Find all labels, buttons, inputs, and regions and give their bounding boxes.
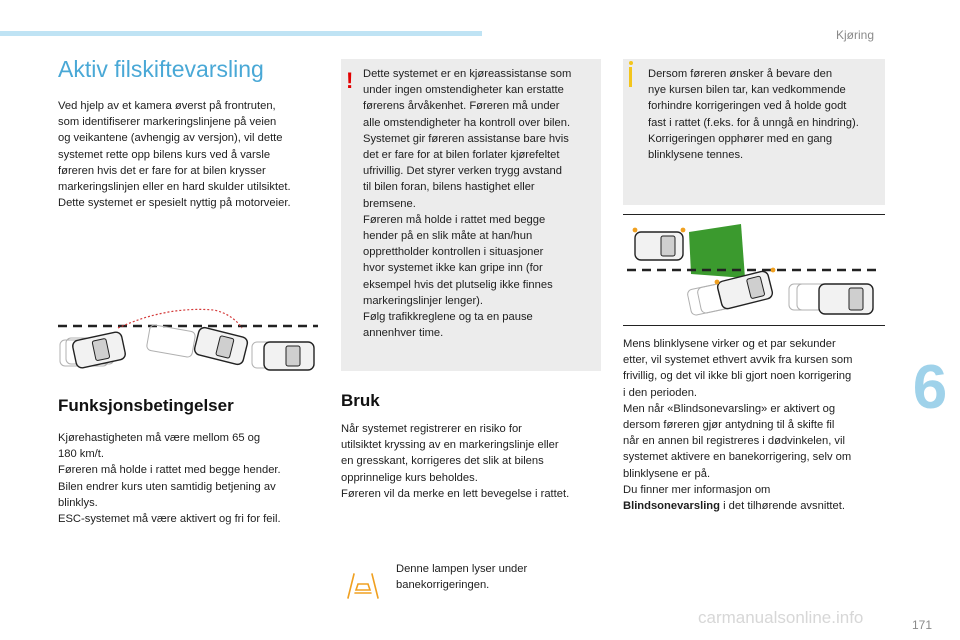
info-text: Dersom føreren ønsker å bevare den nye kursen bilen tar, kan vedkommende forhindre korrigeringen ved å holde godt fast i rattet (f.eks. for å unngå en hindring). Korrigeringen opphører med en gang blinklysene tennes.: [648, 68, 859, 162]
usage-heading: Bruk: [341, 391, 380, 410]
intro-text: Ved hjelp av et kamera øverst på frontruten, som identifiserer markeringslinjene på veien og veikantene (avhengig av versjon), vil dette systemet rette opp bilens kurs ved å varsle føreren hvis det er fare for at bilen krysser markeringslinjen eller en hard skulder utilsiktet. Dette systemet er spesielt nyttig på motorveier.: [58, 100, 291, 210]
warning-text: Dette systemet er en kjøreassistanse som under ingen omstendigheter kan erstatte førerens årvåkenhet. Føreren må under alle omstendigheter ha kontroll over bilen. Systemet gir føreren assistanse bare hvis det er fare for at bilen forlater kjørefeltet ufrivillig. Det styrer verken trygg avstand til bilen foran, bilens hastighet eller bremsene. Føreren må holde i rattet med begge hender på en slik måte at han/hun opprettholder kontrollen i situasjoner hvor systemet ikke kan gripe inn (for eksempel hvis det plutselig ikke finnes markeringslinjer lenger). Følg trafikkreglene og ta en pause annenhver time.: [363, 68, 572, 340]
warning-icon: !: [346, 68, 354, 93]
blinker-override-illustration: [623, 214, 885, 326]
blindsone-link-text: Blindsonevarsling: [623, 500, 720, 513]
page-title: Aktiv filskiftevarsling: [58, 56, 264, 82]
blindsone-link-rest: i det tilhørende avsnittet.: [719, 500, 845, 513]
blinkers-text: [623, 336, 891, 514]
watermark: carmanualsonline.info: [698, 608, 864, 627]
header-accent-bar: [0, 31, 482, 36]
usage-text: Når systemet registrerer en risiko for utilsiktet kryssing av en markeringslinje eller en gresskant, korrigeres det slik at bilens opprinnelige kurs beholdes. Føreren vil da merke en lett bevegelse i rattet.: [341, 423, 570, 500]
chapter-tab: [900, 338, 960, 438]
chapter-number: 6: [912, 353, 948, 422]
lane-assist-lamp-icon: [342, 566, 384, 602]
chapter-name: Kjøring: [836, 28, 875, 42]
page-number: 171: [912, 618, 933, 632]
conditions-text: Kjørehastigheten må være mellom 65 og 180 km/t. Føreren må holde i rattet med begge hender. Bilen endrer kurs uten samtidig betjening av blinklys. ESC-systemet må være aktivert og fri for feil.: [58, 432, 281, 526]
lamp-text: Denne lampen lyser under banekorrigeringen.: [396, 563, 528, 592]
conditions-heading: Funksjonsbetingelser: [58, 396, 234, 415]
info-icon: [629, 67, 632, 87]
lane-correction-illustration: [56, 298, 320, 382]
blinkers-paragraph: Mens blinklysene virker og et par sekunder etter, vil systemet ethvert avvik fra kursen som frivillig, og det vil ikke bli gjort noen korrigering i den perioden. Men når «Blindsonevarsling» er aktivert og dersom føreren gjør antydning til å skifte fil når en annen bil registreres i dødvinkelen, vil systemet aktivere en banekorrigering, selv om blinklysene er på. Du finner mer informasjon om: [623, 338, 853, 496]
